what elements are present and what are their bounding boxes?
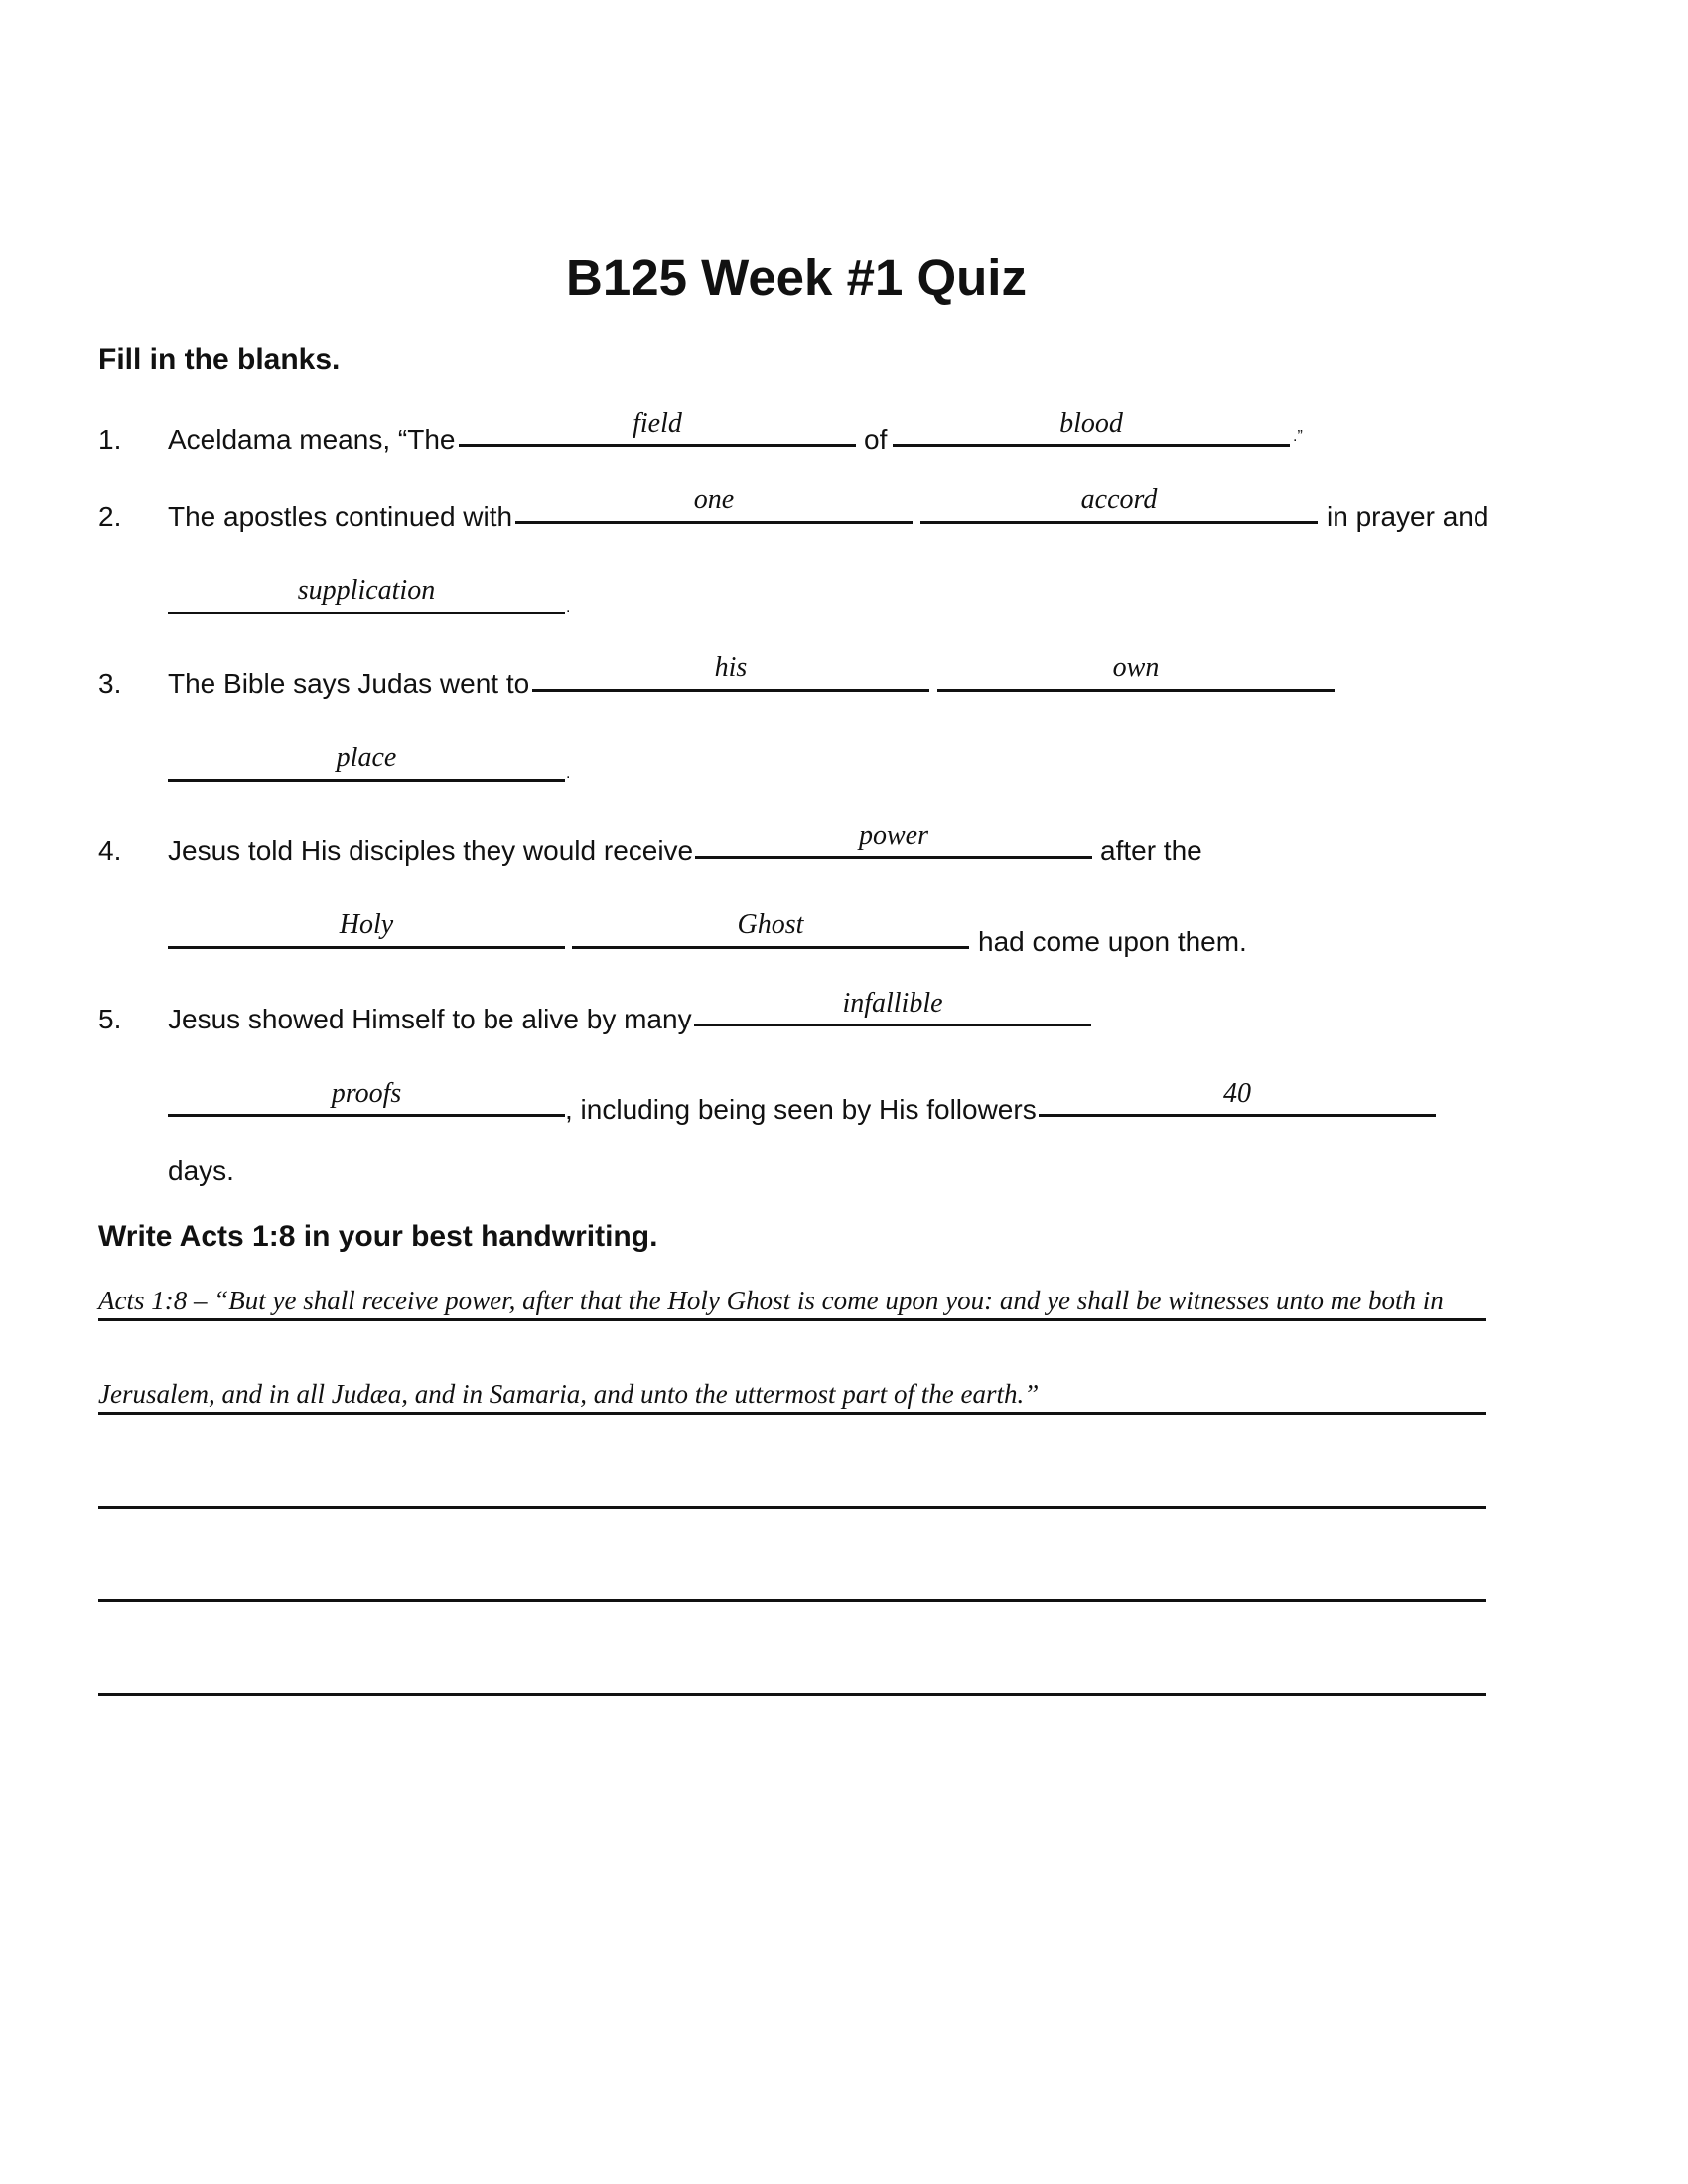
writing-line[interactable] bbox=[98, 1599, 1486, 1602]
answer-text: accord bbox=[1080, 484, 1158, 515]
handwriting-text: Jerusalem, and in all Judæa, and in Samaria, and unto the uttermost part of the earth.” bbox=[98, 1379, 1040, 1409]
answer-text: place bbox=[336, 743, 397, 773]
question-text: The apostles continued with bbox=[168, 501, 513, 532]
answer-blank[interactable] bbox=[532, 689, 929, 692]
answer-text: his bbox=[714, 652, 748, 683]
writing-line[interactable] bbox=[98, 1506, 1486, 1509]
answer-text: Holy bbox=[339, 909, 394, 940]
question-number: 3. bbox=[98, 668, 122, 699]
question-number: 2. bbox=[98, 501, 122, 532]
page-title: B125 Week #1 Quiz bbox=[566, 249, 1027, 306]
question-number: 5. bbox=[98, 1004, 122, 1034]
handwriting-text: Acts 1:8 – “But ye shall receive power, after that the Holy Ghost is come upon you: and ye shall be witnesses unto me both in bbox=[98, 1286, 1444, 1315]
answer-text: blood bbox=[1059, 408, 1123, 439]
question-text: of bbox=[864, 424, 888, 455]
answer-text: power bbox=[859, 820, 928, 851]
question-text: days. bbox=[168, 1156, 234, 1186]
question-text: after the bbox=[1100, 835, 1202, 866]
answer-text: proofs bbox=[331, 1078, 402, 1109]
answer-blank[interactable] bbox=[893, 444, 1290, 447]
answer-text: supplication bbox=[297, 575, 436, 606]
answer-text: field bbox=[633, 408, 682, 439]
question-text: in prayer and bbox=[1327, 501, 1489, 532]
writing-line[interactable] bbox=[98, 1318, 1486, 1321]
question-number: 1. bbox=[98, 424, 122, 455]
answer-blank[interactable] bbox=[168, 1114, 565, 1117]
instructions-heading: Fill in the blanks. bbox=[98, 343, 341, 376]
answer-blank[interactable] bbox=[920, 521, 1318, 524]
answer-blank[interactable] bbox=[168, 612, 565, 614]
answer-blank[interactable] bbox=[515, 521, 913, 524]
answer-text: own bbox=[1112, 652, 1160, 683]
answer-text: 40 bbox=[1223, 1078, 1251, 1109]
writing-line[interactable] bbox=[98, 1693, 1486, 1696]
question-text: Jesus told His disciples they would receive bbox=[168, 835, 694, 866]
question-text: Jesus showed Himself to be alive by many bbox=[168, 1004, 692, 1034]
handwriting-heading: Write Acts 1:8 in your best handwriting. bbox=[98, 1220, 658, 1253]
writing-line[interactable] bbox=[98, 1412, 1486, 1415]
question-text: Aceldama means, “The bbox=[168, 424, 456, 455]
answer-text: Ghost bbox=[737, 909, 804, 940]
question-text: .” bbox=[1293, 428, 1303, 445]
answer-blank[interactable] bbox=[694, 1024, 1091, 1026]
answer-blank[interactable] bbox=[937, 689, 1335, 692]
answer-blank[interactable] bbox=[695, 856, 1092, 859]
answer-text: one bbox=[693, 484, 735, 515]
answer-blank[interactable] bbox=[168, 779, 565, 782]
question-text: . bbox=[566, 599, 571, 615]
question-text: had come upon them. bbox=[978, 926, 1247, 957]
answer-blank[interactable] bbox=[168, 946, 565, 949]
question-text: . bbox=[566, 765, 571, 782]
answer-blank[interactable] bbox=[1039, 1114, 1436, 1117]
question-text: , including being seen by His followers bbox=[565, 1094, 1037, 1125]
answer-blank[interactable] bbox=[459, 444, 856, 447]
answer-blank[interactable] bbox=[572, 946, 969, 949]
question-text: The Bible says Judas went to bbox=[168, 668, 530, 699]
answer-text: infallible bbox=[842, 988, 943, 1019]
question-number: 4. bbox=[98, 835, 122, 866]
